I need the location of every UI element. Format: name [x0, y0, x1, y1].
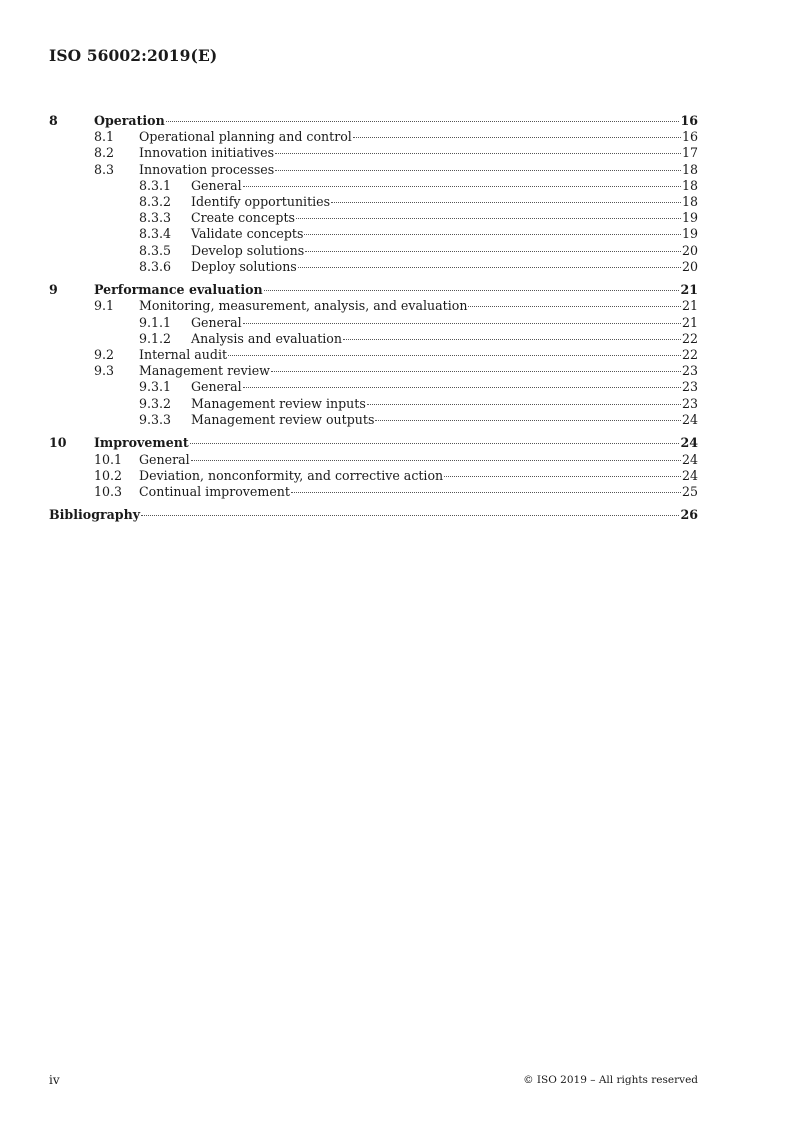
- toc-subsection-entry[interactable]: [49, 145, 698, 161]
- toc-dot-leader: [190, 443, 680, 444]
- toc-subsection-entry[interactable]: [49, 347, 698, 363]
- toc-entry-page: 23: [681, 395, 698, 411]
- toc-dot-leader: [298, 267, 681, 268]
- toc-entry-title: Create concepts: [191, 210, 295, 226]
- toc-subsubsection-entry[interactable]: [49, 243, 698, 259]
- toc-dot-leader: [367, 404, 681, 405]
- toc-entry-title: Bibliography: [49, 507, 141, 523]
- toc-entry-title: Innovation initiatives: [139, 145, 275, 161]
- toc-dot-leader: [166, 121, 680, 122]
- toc-subsection-entry[interactable]: [49, 452, 698, 468]
- toc-entry-page: 16: [681, 129, 698, 145]
- toc-entry-number: 9.3: [94, 363, 115, 379]
- toc-dot-leader: [243, 323, 681, 324]
- toc-dot-leader: [243, 186, 681, 187]
- toc-entry-number: 9.1.1: [139, 314, 172, 330]
- toc-dot-leader: [304, 234, 681, 235]
- toc-dot-leader: [275, 153, 681, 154]
- toc-entry-title: Internal audit: [139, 347, 228, 363]
- toc-entry-page: 24: [681, 451, 698, 467]
- toc-entry-page: 17: [681, 145, 698, 161]
- toc-entry-page: 19: [681, 210, 698, 226]
- toc-entry-title: General: [191, 314, 242, 330]
- toc-entry-title: Operational planning and control: [139, 129, 352, 145]
- toc-entry-title: Analysis and evaluation: [191, 330, 343, 346]
- toc-subsection-entry[interactable]: [49, 162, 698, 178]
- toc-entry-number: 8.3.5: [139, 242, 172, 258]
- toc-section-entry[interactable]: [49, 435, 698, 451]
- toc-entry-number: 9.1: [94, 298, 115, 314]
- toc-entry-number: 10.3: [94, 483, 123, 499]
- toc-entry-page: 26: [680, 507, 698, 523]
- toc-subsubsection-entry[interactable]: [49, 226, 698, 242]
- toc-entry-page: 21: [681, 298, 698, 314]
- toc-subsubsection-entry[interactable]: [49, 315, 698, 331]
- toc-entry-title: Continual improvement: [139, 483, 290, 499]
- toc-entry-number: 9.1.2: [139, 330, 172, 346]
- toc-entry-page: 21: [680, 282, 698, 298]
- toc-entry-number: 8.3.6: [139, 258, 172, 274]
- toc-dot-leader: [343, 339, 681, 340]
- toc-dot-leader: [264, 290, 680, 291]
- toc-entry-number: 9.3.1: [139, 379, 172, 395]
- toc-dot-leader: [141, 515, 679, 516]
- toc-subsubsection-entry[interactable]: [49, 259, 698, 275]
- toc-entry-title: Validate concepts: [191, 226, 304, 242]
- toc-entry-number: 10.2: [94, 467, 123, 483]
- toc-entry-title: Identify opportunities: [191, 193, 331, 209]
- toc-dot-leader: [444, 476, 681, 477]
- toc-entry-page: 21: [681, 314, 698, 330]
- toc-dot-leader: [353, 137, 681, 138]
- toc-entry-page: 22: [681, 330, 698, 346]
- toc-section-entry[interactable]: [49, 113, 698, 129]
- toc-entry-page: 18: [681, 193, 698, 209]
- toc-subsection-entry[interactable]: [49, 468, 698, 484]
- toc-dot-leader: [271, 371, 681, 372]
- toc-entry-number: 9: [49, 282, 58, 298]
- toc-entry-page: 22: [681, 347, 698, 363]
- toc-subsubsection-entry[interactable]: [49, 194, 698, 210]
- toc-dot-leader: [291, 492, 681, 493]
- toc-subsubsection-entry[interactable]: [49, 178, 698, 194]
- toc-entry-number: 8.2: [94, 145, 115, 161]
- toc-entry-title: Deviation, nonconformity, and corrective action: [139, 467, 444, 483]
- toc-entry-number: 8: [49, 113, 58, 128]
- toc-subsection-entry[interactable]: [49, 298, 698, 314]
- table-of-contents: [49, 113, 698, 524]
- toc-entry-page: 25: [681, 483, 698, 499]
- toc-subsubsection-entry[interactable]: [49, 379, 698, 395]
- toc-entry-title: Develop solutions: [191, 242, 305, 258]
- toc-entry-number: 10.1: [94, 451, 123, 467]
- toc-dot-leader: [296, 218, 681, 219]
- toc-entry-title: General: [139, 451, 190, 467]
- toc-entry-page: 23: [681, 363, 698, 379]
- toc-dot-leader: [468, 306, 681, 307]
- toc-entry-page: 18: [681, 177, 698, 193]
- toc-entry-title: Management review outputs: [191, 411, 375, 427]
- toc-entry-title: Deploy solutions: [191, 258, 297, 274]
- toc-entry-number: 8.3.2: [139, 193, 172, 209]
- toc-entry-page: 20: [681, 258, 698, 274]
- document-id-header: ISO 56002:2019(E): [49, 46, 218, 65]
- footer-copyright: © ISO 2019 – All rights reserved: [523, 1074, 698, 1086]
- toc-entry-title: Operation: [94, 113, 165, 128]
- toc-dot-leader: [375, 420, 681, 421]
- toc-entry-title: Monitoring, measurement, analysis, and evaluation: [139, 298, 468, 314]
- toc-entry-page: 24: [681, 467, 698, 483]
- toc-entry-page: 16: [680, 113, 698, 128]
- toc-entry-title: Improvement: [94, 435, 189, 451]
- toc-dot-leader: [191, 460, 681, 461]
- toc-entry-number: 9.3.3: [139, 411, 172, 427]
- toc-subsection-entry[interactable]: [49, 484, 698, 500]
- toc-entry-number: 8.1: [94, 129, 115, 145]
- toc-entry-number: 8.3.4: [139, 226, 172, 242]
- toc-entry-page: 24: [681, 411, 698, 427]
- footer-page-number: iv: [49, 1073, 60, 1087]
- toc-entry-page: 24: [680, 435, 698, 451]
- toc-subsection-entry[interactable]: [49, 129, 698, 145]
- toc-entry-title: General: [191, 177, 242, 193]
- toc-entry-number: 8.3.3: [139, 210, 172, 226]
- toc-entry-number: 9.2: [94, 347, 115, 363]
- toc-subsubsection-entry[interactable]: [49, 331, 698, 347]
- toc-entry-page: 19: [681, 226, 698, 242]
- toc-entry-title: Performance evaluation: [94, 282, 263, 298]
- toc-entry-number: 9.3.2: [139, 395, 172, 411]
- toc-subsubsection-entry[interactable]: [49, 210, 698, 226]
- toc-entry-page: 20: [681, 242, 698, 258]
- toc-section-entry[interactable]: [49, 282, 698, 298]
- toc-subsubsection-entry[interactable]: [49, 396, 698, 412]
- toc-entry-title: Management review inputs: [191, 395, 366, 411]
- toc-dot-leader: [228, 355, 681, 356]
- toc-entry-number: 10: [49, 435, 67, 451]
- toc-dot-leader: [275, 170, 681, 171]
- toc-subsubsection-entry[interactable]: [49, 412, 698, 428]
- toc-dot-leader: [243, 387, 681, 388]
- toc-entry-number: 8.3.1: [139, 177, 172, 193]
- toc-dot-leader: [305, 251, 681, 252]
- toc-entry-title: General: [191, 379, 242, 395]
- toc-entry-page: 23: [681, 379, 698, 395]
- toc-dot-leader: [331, 202, 681, 203]
- toc-entry-number: 8.3: [94, 161, 115, 177]
- toc-entry-title: Management review: [139, 363, 270, 379]
- toc-subsection-entry[interactable]: [49, 363, 698, 379]
- toc-section-entry[interactable]: [49, 507, 698, 523]
- toc-entry-page: 18: [681, 161, 698, 177]
- toc-entry-title: Innovation processes: [139, 161, 275, 177]
